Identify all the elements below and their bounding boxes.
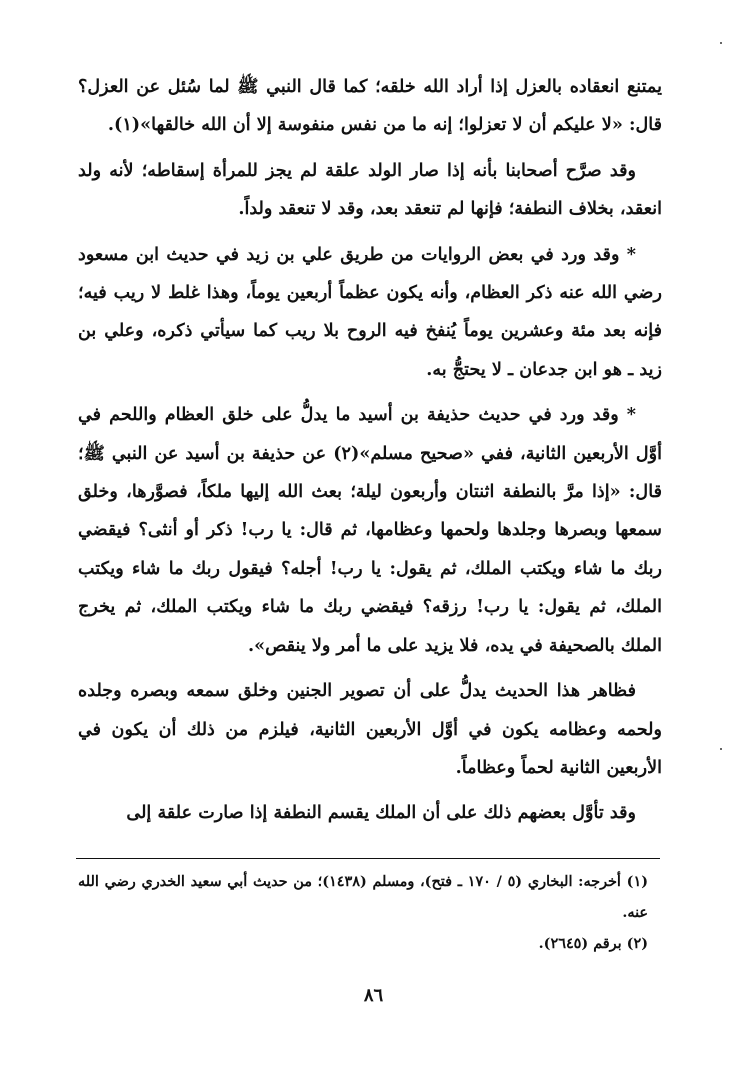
paragraph-4: * وقد ورد في حديث حذيفة بن أسيد ما يدلُّ على خلق العظام واللحم في أوَّل الأربعين الثانية، ففي «صحيح مسلم»(٢) عن حذيفة بن أسيد عن النبي ﷺ؛ قال: «إذا مرَّ بالنطفة اثنتان وأربعون ليلة؛ بعث الله إليها ملكاً، فصوَّرها، وخلق سمعها وبصرها وجلدها ولحمها وعظامها، ثم قال: يا رب! ذكر أو أنثى؟ فيقضي ربك ما شاء ويكتب الملك، ثم يقول: يا رب! أجله؟ فيقول ربك ما شاء ويكتب الملك، ثم يقول: يا رب! رزقه؟ فيقضي ربك ما شاء ويكتب الملك، ثم يخرج الملك بالصحيفة في يده، فلا يزيد على ما أمر ولا ينقص». [78, 404, 662, 656]
main-text [78, 68, 662, 840]
scan-speck [720, 42, 722, 44]
paragraph-1: يمتنع انعقاده بالعزل إذا أراد الله خلقه؛ كما قال النبي ﷺ لما سُئل عن العزل؟ قال: «لا عليكم أن لا تعزلوا؛ إنه ما من نفس منفوسة إلا أن الله خالقها»(١). [78, 76, 662, 136]
footnotes [78, 866, 648, 959]
paragraph-6: وقد تأوَّل بعضهم ذلك على أن الملك يقسم النطفة إذا صارت علقة إلى [126, 802, 636, 824]
page-number: ٨٦ [363, 985, 384, 1006]
scan-speck [720, 748, 722, 750]
footnote-2: (٢) برقم (٢٦٤٥). [538, 935, 648, 952]
footnote-1: (١) أخرجه: البخاري (٥ / ١٧٠ ـ فتح)، ومسلم (١٤٣٨)؛ من حديث أبي سعيد الخدري رضي الله عنه. [78, 873, 648, 921]
footnote-divider [76, 858, 660, 859]
paragraph-5: فظاهر هذا الحديث يدلُّ على أن تصوير الجنين وخلق سمعه وبصره وجلده ولحمه وعظامه يكون في أوَّل الأربعين الثانية، فيلزم من ذلك أن يكون في الأربعين الثانية لحماً وعظاماً. [78, 680, 662, 778]
paragraph-2: وقد صرَّح أصحابنا بأنه إذا صار الولد علقة لم يجز للمرأة إسقاطه؛ لأنه ولد انعقد، بخلاف النطفة؛ فإنها لم تنعقد بعد، وقد لا تنعقد ولداً. [78, 159, 662, 220]
paragraph-3: * وقد ورد في بعض الروايات من طريق علي بن زيد في حديث ابن مسعود رضي الله عنه ذكر العظام، وأنه يكون عظماً أربعين يوماً، وهذا غلط لا ريب فيه؛ فإنه بعد مئة وعشرين يوماً يُنفخ فيه الروح بلا ريب كما سيأتي ذكره، وعلي بن زيد ـ هو ابن جدعان ـ لا يحتجُّ به. [78, 243, 662, 380]
